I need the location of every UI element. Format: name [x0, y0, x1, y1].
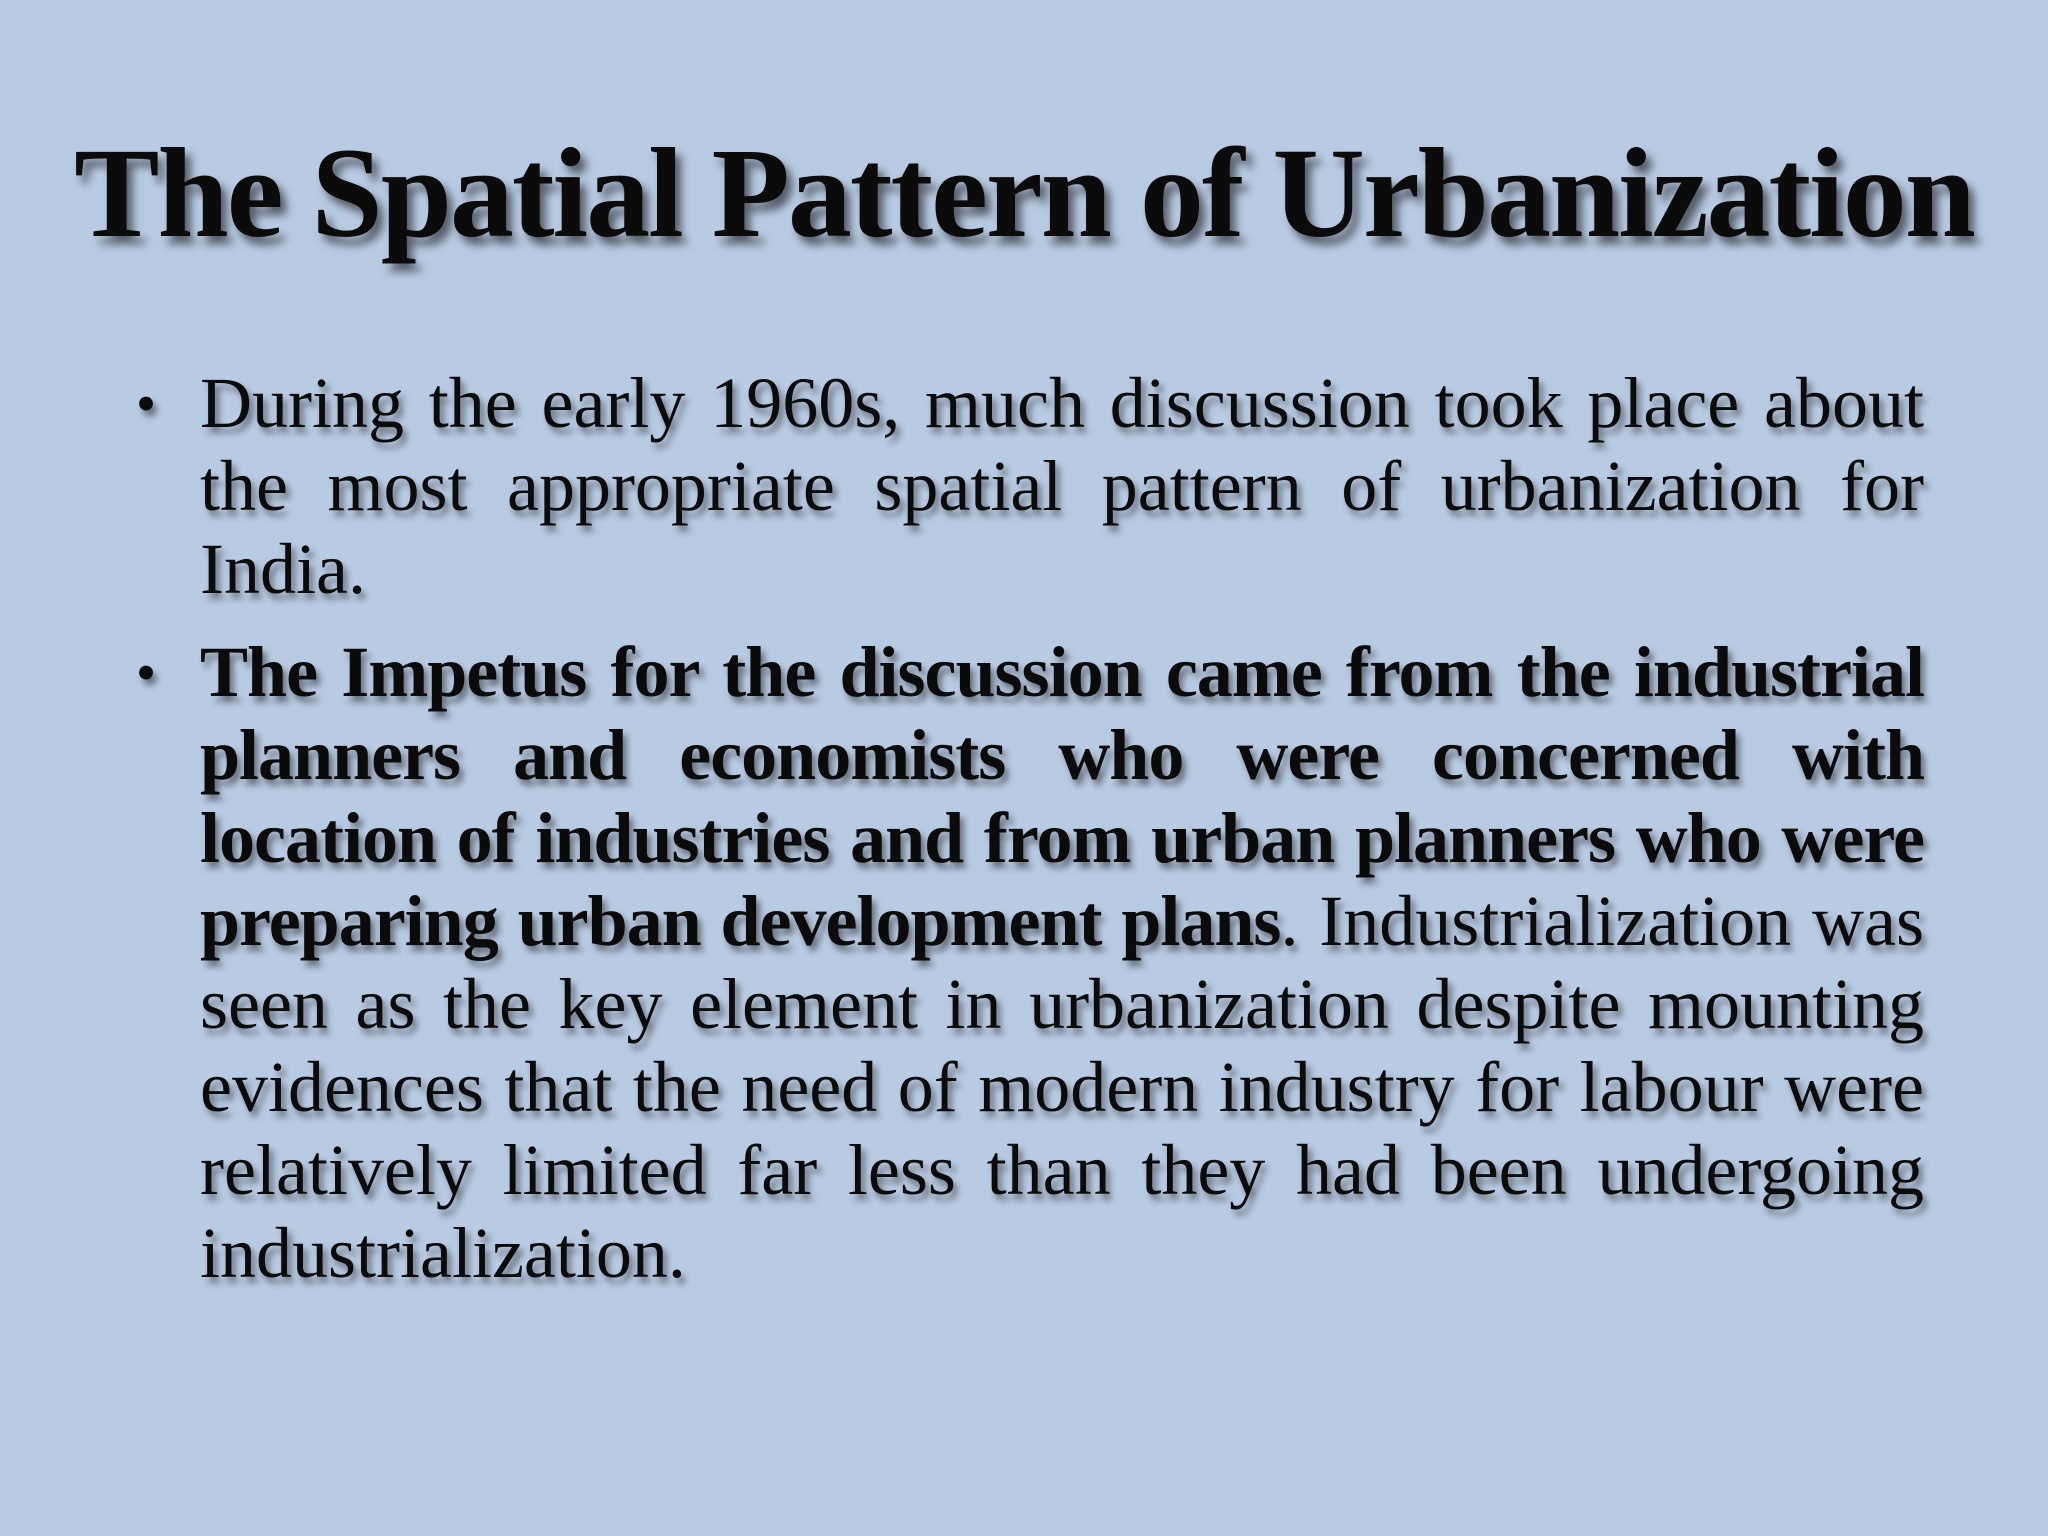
slide-title: The Spatial Pattern of Urbanization	[74, 122, 1974, 264]
bullet-item-1	[116, 362, 1924, 611]
bullet-list	[116, 362, 1924, 1295]
bullet-icon: •	[135, 371, 157, 436]
bullet-bold-text: The Impetus for the discussion came from the industrial planners and economists who were concerned with location of industries and from urban planners who were preparing urban development plans	[200, 632, 1924, 961]
bullet-icon: •	[135, 640, 157, 705]
bullet-item-2	[116, 631, 1924, 1295]
bullet-text: During the early 1960s, much discussion took place about the most appropriate spatial pattern of urbanization for India.	[200, 363, 1924, 609]
bullet-text: . Industrialization was seen as the key element in urbanization despite mounting evidences that the need of modern industry for labour were relatively limited far less than they had been undergoing industrialization.	[200, 881, 1924, 1293]
